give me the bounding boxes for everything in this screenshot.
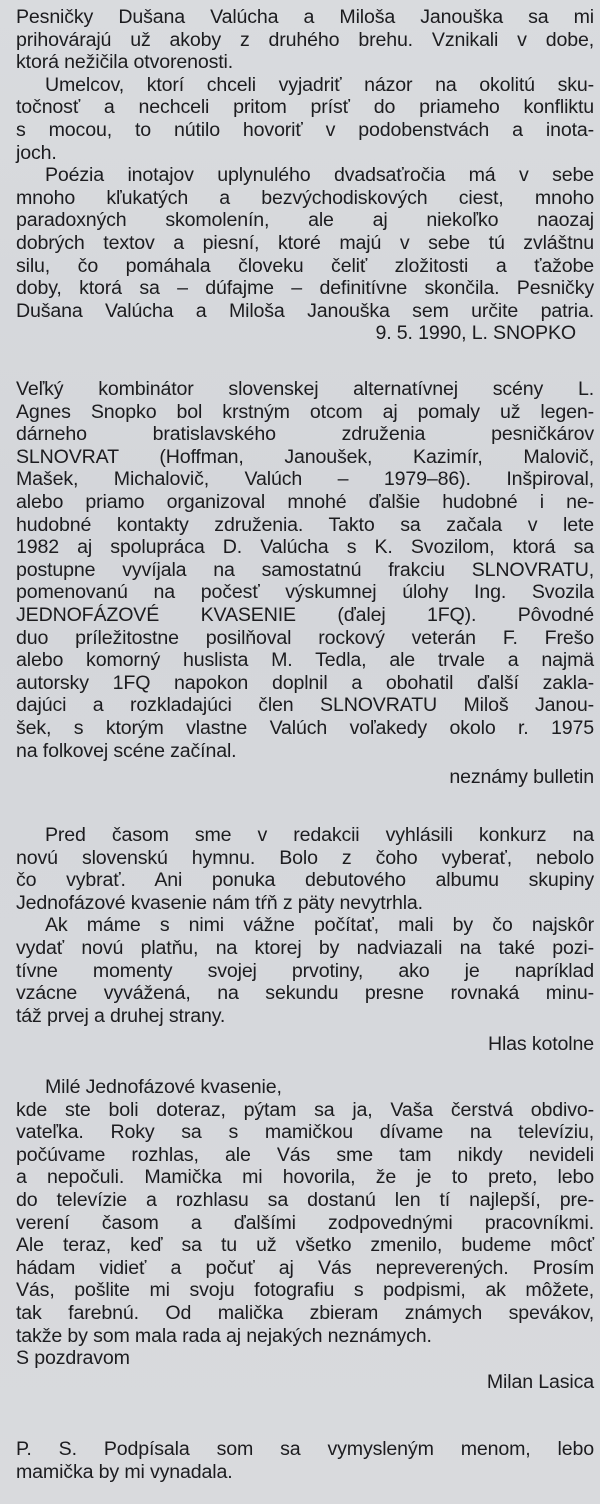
- text-line: dobrých textov a piesní, ktoré majú v sebe tú zvláštnu: [16, 231, 594, 254]
- text-line: Jednofázové kvasenie nám tŕň z päty nevytrhla.: [16, 891, 423, 914]
- text-line: kde ste boli doteraz, pýtam sa ja, Vaša čerstvá obdivo-: [16, 1098, 594, 1121]
- text-line: Agnes Snopko bol krstným otcom aj pomaly už legen-: [16, 400, 594, 423]
- text-line: SLNOVRAT (Hoffman, Janoušek, Kazimír, Malovič,: [16, 445, 594, 468]
- text-line: autorsky 1FQ napokon doplnil a obohatil ďalší zakla-: [16, 671, 594, 694]
- text-line: Ale teraz, keď sa tu už všetko zmenilo, budeme môcť: [16, 1234, 594, 1257]
- text-line: P. S. Podpísala som sa vymysleným menom, lebo: [16, 1438, 594, 1460]
- text-line: táž prvej a druhej strany.: [16, 1004, 226, 1027]
- text-line: postupne vyvíjala na samostatnú frakciu SLNOVRATU,: [16, 558, 594, 581]
- text-line: duo príležitostne posilňoval rockový veterán F. Frešo: [16, 626, 594, 649]
- text-line: na folkovej scéne začínal.: [16, 739, 237, 762]
- text-line: vydať novú platňu, na ktorej by nadviazali na také pozi-: [16, 936, 594, 959]
- text-line: Veľký kombinátor slovenskej alternatívnej scény L.: [16, 378, 594, 400]
- letter-salutation: Milé Jednofázové kvasenie,: [45, 1076, 282, 1098]
- text-line: Mašek, Michalovič, Valúch – 1979–86). Inšpiroval,: [16, 468, 594, 491]
- text-line: prihovárajú už akoby z druhého brehu. Vznikali v dobe,: [16, 28, 594, 51]
- text-line: šek, s ktorým vlastne Valúch voľakedy okolo r. 1975: [16, 716, 594, 739]
- text-line: tak farebnú. Od malička zbieram známych spevákov,: [16, 1301, 594, 1324]
- foreword-section: [16, 6, 594, 345]
- text-line: vateľka. Roky sa s mamičkou dívame na televíziu,: [16, 1121, 594, 1144]
- letter-section: [16, 1076, 594, 1393]
- signature: 9. 5. 1990, L. SNOPKO: [375, 322, 576, 345]
- text-line: počúvame rozhlas, ale Vás sme tam nikdy nevideli: [16, 1143, 594, 1166]
- text-line: do televízie a rozhlasu sa dostanú len tí najlepší, pre-: [16, 1188, 594, 1211]
- text-line: Poézia inotajov uplynulého dvadsaťročia má v sebe: [45, 164, 594, 187]
- postscript-section: [16, 1438, 594, 1483]
- text-line: točnosť a nechceli pritom prísť do priameho konfliktu: [16, 96, 594, 119]
- text-line: pomenovanú na počesť výskumnej úlohy Ing. Svozila: [16, 581, 594, 604]
- text-line: a nepočuli. Mamička mi hovorila, že je to preto, lebo: [16, 1166, 594, 1189]
- text-line: paradoxných skomolenín, ale aj niekoľko naozaj: [16, 209, 594, 232]
- text-line: mnoho kľukatých a bezvýchodiskových ciest, mnoho: [16, 186, 594, 209]
- text-line: alebo priamo organizoval mnohé ďalšie hudobné i ne-: [16, 490, 594, 513]
- bulletin-section: [16, 378, 594, 789]
- text-line: silu, čo pomáhala človeku čeliť zložitosti a ťažobe: [16, 254, 594, 277]
- text-line: Umelcov, ktorí chceli vyjadriť názor na okolitú sku-: [45, 73, 594, 96]
- text-line: hádam vidieť a počuť aj Vás nepreverených. Prosím: [16, 1256, 594, 1279]
- source-attribution: Hlas kotolne: [487, 1033, 594, 1056]
- text-line: Ak máme s nimi vážne počítať, mali by čo najskôr: [45, 914, 594, 937]
- text-line: Pesničky Dušana Valúcha a Miloša Janouška sa mi: [16, 6, 594, 28]
- review-section: [16, 824, 594, 1056]
- text-line: tívne momenty svojej prvotiny, ako je napríklad: [16, 959, 594, 982]
- text-line: Vás, pošlite mi svoju fotografiu s podpismi, ak môžete,: [16, 1279, 594, 1302]
- text-line: doby, ktorá sa – dúfajme – definitívne skončila. Pesničky: [16, 277, 594, 300]
- text-line: joch.: [16, 141, 57, 164]
- text-line: alebo komorný huslista M. Tedla, ale trvale a najmä: [16, 649, 594, 672]
- text-line: verení časom a ďalšími zodpovednými pracovníkmi.: [16, 1211, 594, 1234]
- text-line: JEDNOFÁZOVÉ KVASENIE (ďalej 1FQ). Pôvodné: [16, 603, 594, 626]
- text-line: ktorá nežičila otvorenosti.: [16, 51, 234, 74]
- text-line: dárneho bratislavského združenia pesničkárov: [16, 423, 594, 446]
- text-line: Dušana Valúcha a Miloša Janouška sem určite patria.: [16, 299, 594, 322]
- text-line: dajúci a rozkladajúci člen SLNOVRATU Miloš Janou-: [16, 694, 594, 717]
- text-line: mamička by mi vynadala.: [16, 1460, 233, 1483]
- text-line: takže by som mala rada aj nejakých neznámych.: [16, 1324, 432, 1347]
- letter-closing: S pozdravom: [16, 1347, 130, 1370]
- text-line: 1982 aj spolupráca D. Valúcha s K. Svozilom, ktorá sa: [16, 536, 594, 559]
- text-line: čo vybrať. Ani ponuka debutového albumu skupiny: [16, 869, 594, 892]
- text-line: novú slovenskú hymnu. Bolo z čoho vyberať, nebolo: [16, 846, 594, 869]
- text-line: Pred časom sme v redakcii vyhlásili konkurz na: [45, 824, 594, 846]
- signature: Milan Lasica: [486, 1370, 594, 1393]
- text-line: hudobné kontakty združenia. Takto sa začala v lete: [16, 513, 594, 536]
- source-attribution: neznámy bulletin: [449, 766, 594, 789]
- text-line: s mocou, to nútilo hovoriť v podobenstvách a inota-: [16, 118, 594, 141]
- text-line: vzácne vyvážená, na sekundu presne rovnaká minu-: [16, 982, 594, 1005]
